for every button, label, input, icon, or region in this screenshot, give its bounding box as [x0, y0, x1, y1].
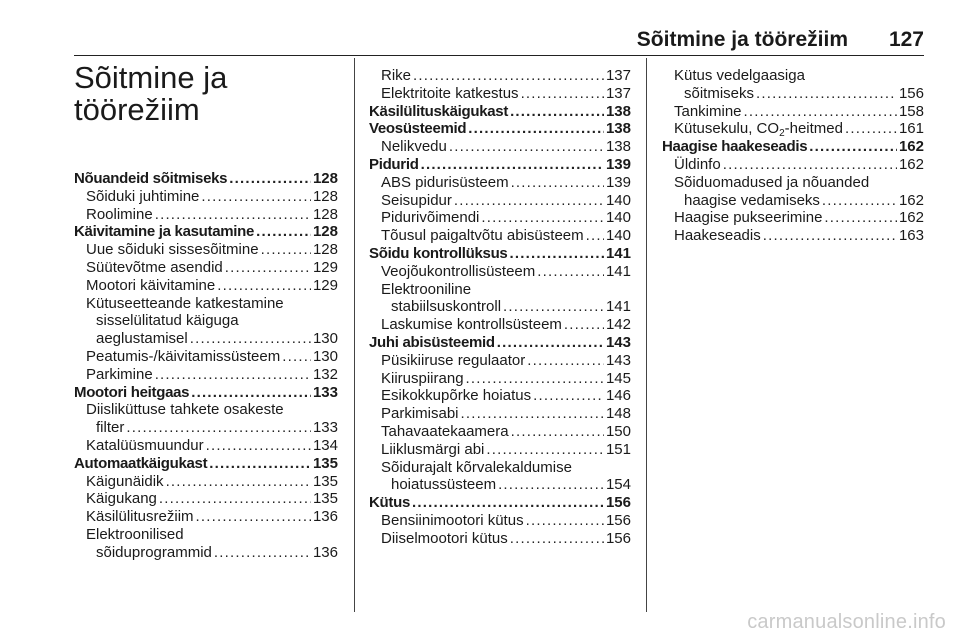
toc-entry-label-text: Elektritoite katkestus	[381, 84, 519, 102]
toc-entry-label-text: Haagise pukseerimine	[674, 209, 823, 227]
subscript: 2	[779, 128, 785, 140]
toc-entry-label	[96, 544, 212, 562]
dot-leader	[454, 192, 604, 210]
toc-entry-label-text: Sõidurajalt kõrvalekaldumise	[381, 458, 572, 476]
toc-entry[interactable]	[74, 206, 338, 224]
toc-entry-label-text: Kiiruspiirang	[381, 369, 464, 387]
toc-entry-label-text: Sõiduomadused ja nõuanded	[674, 173, 870, 191]
toc-entry[interactable]	[74, 437, 338, 455]
toc-entry-label	[674, 103, 742, 121]
dot-leader	[229, 170, 311, 188]
toc-entry-label	[684, 85, 754, 103]
dot-leader	[412, 494, 604, 512]
toc-page-number: 162	[898, 138, 924, 156]
toc-entry-label	[381, 174, 509, 192]
toc-section-entry[interactable]	[369, 103, 631, 121]
toc-page-number: 151	[605, 440, 631, 458]
dot-leader	[526, 512, 604, 530]
toc-entry-label	[86, 401, 284, 419]
toc-entry-label-text: Roolimine	[86, 205, 153, 223]
toc-page-number: 162	[898, 155, 924, 173]
toc-page-number: 133	[312, 419, 338, 437]
toc-entry[interactable]	[74, 490, 338, 508]
toc-page-number: 134	[312, 436, 338, 454]
toc-entry-label-text: Käivitamine ja kasutamine	[74, 223, 255, 241]
toc-entry-label-text: Käsilülituskäigukast	[369, 102, 509, 120]
toc-entry[interactable]	[662, 209, 924, 227]
column-divider-2	[646, 58, 647, 612]
toc-entry-label	[86, 437, 204, 455]
toc-section-entry[interactable]	[369, 245, 631, 263]
chapter-title	[74, 62, 344, 126]
toc-entry	[74, 295, 338, 313]
toc-page-number: 154	[605, 476, 631, 494]
toc-page-number: 161	[898, 120, 924, 138]
toc-page-number: 162	[898, 209, 924, 227]
toc-entry-label-text: Elektroonilised	[86, 525, 184, 543]
toc-entry-label	[86, 259, 223, 277]
toc-entry-label	[381, 352, 525, 370]
dot-leader	[466, 370, 604, 388]
toc-entry-label-text: Sõidu kontrollüksus	[369, 244, 508, 262]
toc-entry-label	[369, 120, 466, 138]
dot-leader	[201, 188, 311, 206]
toc-page-number: 140	[605, 209, 631, 227]
toc-entry-label-text: hoiatussüsteem	[391, 476, 497, 494]
toc-entry-label	[381, 227, 584, 245]
toc-page-number: 156	[898, 84, 924, 102]
dot-leader	[497, 334, 604, 352]
column-divider-1	[354, 58, 355, 612]
toc-entry[interactable]	[74, 544, 338, 562]
toc-entry[interactable]	[369, 174, 631, 192]
toc-entry[interactable]	[74, 348, 338, 366]
toc-entry-label-text: Elektrooniline	[381, 280, 472, 298]
toc-page-number: 138	[605, 120, 631, 138]
toc-entry-label-text: Haagise haakeseadis	[662, 138, 808, 156]
toc-entry[interactable]	[369, 476, 631, 494]
toc-page-number: 136	[312, 543, 338, 561]
toc-entry-label-text: Tankimine	[674, 102, 742, 120]
toc-entry[interactable]	[369, 298, 631, 316]
dot-leader	[413, 67, 604, 85]
dot-leader	[481, 209, 604, 227]
toc-entry[interactable]	[662, 85, 924, 103]
dot-leader	[527, 352, 604, 370]
toc-entry[interactable]	[369, 85, 631, 103]
toc-entry-label-text: Laskumise kontrollsüsteem	[381, 316, 562, 334]
toc-page-number: 142	[605, 316, 631, 334]
toc-page-number: 146	[605, 387, 631, 405]
toc-entry-label-text: Parkimisabi	[381, 405, 459, 423]
dot-leader	[521, 85, 604, 103]
dot-leader	[564, 316, 604, 334]
dot-leader	[511, 174, 604, 192]
toc-entry-label-text: stabiilsuskontroll	[391, 298, 502, 316]
toc-page-number: 130	[312, 347, 338, 365]
toc-page-number: 139	[605, 173, 631, 191]
toc-entry-label-text: Üldinfo	[674, 155, 721, 173]
toc-entry	[369, 459, 631, 477]
toc-entry-label	[684, 192, 820, 210]
dot-leader	[209, 455, 311, 473]
dot-leader	[126, 419, 311, 437]
toc-entry[interactable]	[369, 209, 631, 227]
toc-entry[interactable]	[369, 512, 631, 530]
toc-page-number: 129	[312, 258, 338, 276]
toc-entry-label-text: Nelikvedu	[381, 138, 447, 156]
toc-entry-label-text: Mootori käivitamine	[86, 276, 216, 294]
toc-page-number: 156	[605, 511, 631, 529]
toc-entry[interactable]	[74, 508, 338, 526]
toc-page-number: 133	[312, 383, 338, 401]
toc-section-entry[interactable]	[369, 120, 631, 138]
toc-entry-label	[74, 223, 254, 241]
toc-entry-label	[86, 348, 280, 366]
toc-entry-label	[86, 277, 215, 295]
toc-entry-label	[74, 384, 189, 402]
dot-leader	[214, 544, 311, 562]
dot-leader	[261, 241, 311, 259]
toc-entry-label-text: Rike	[381, 67, 412, 84]
dot-leader	[155, 366, 311, 384]
dot-leader	[468, 120, 604, 138]
toc-entry-label	[674, 174, 869, 192]
toc-entry-label-text: haagise vedamiseks	[684, 191, 820, 209]
toc-entry-label	[381, 370, 464, 388]
dot-leader	[763, 227, 897, 245]
toc-entry-label-text: Tõusul paigaltvõtu abisüsteem	[381, 227, 584, 245]
toc-entry[interactable]	[369, 67, 631, 85]
toc-entry[interactable]	[369, 530, 631, 548]
dot-leader	[824, 209, 897, 227]
toc-entry-label-text: sõitmiseks	[684, 84, 755, 102]
toc-entry[interactable]	[662, 120, 924, 138]
toc-entry-label	[96, 312, 239, 330]
toc-entry-label-text: Käsilülitusrežiim	[86, 508, 194, 526]
dot-leader	[206, 437, 311, 455]
toc-entry-label	[369, 156, 419, 174]
toc-entry-label	[369, 245, 507, 263]
toc-entry-label-text: Peatumis-/käivitamissüsteem	[86, 347, 281, 365]
toc-entry-label	[381, 530, 508, 548]
toc-entry-label-text: Tahavaatekaamera	[381, 422, 509, 440]
toc-entry-label	[674, 67, 805, 85]
toc-entry-label	[86, 490, 157, 508]
dot-leader	[191, 384, 311, 402]
dot-leader	[537, 263, 604, 281]
toc-section-entry[interactable]	[74, 384, 338, 402]
toc-section-entry[interactable]	[369, 334, 631, 352]
toc-entry-label-text: Püsikiiruse regulaator	[381, 351, 526, 369]
toc-entry-label	[381, 67, 411, 85]
dot-leader	[256, 223, 311, 241]
toc-page-number: 150	[605, 422, 631, 440]
toc-page-number: 130	[312, 330, 338, 348]
toc-entry[interactable]	[662, 227, 924, 245]
toc-column-3	[662, 67, 924, 245]
dot-leader	[421, 156, 604, 174]
toc-entry-label-text: Uue sõiduki sissesõitmine	[86, 241, 259, 259]
toc-entry-label	[369, 334, 495, 352]
toc-entry-label	[381, 263, 535, 281]
toc-entry-label-text: Kütusekulu, CO	[674, 120, 780, 138]
dot-leader	[744, 103, 897, 121]
toc-entry[interactable]	[662, 156, 924, 174]
toc-entry-label	[391, 476, 496, 494]
toc-entry-label-text: Nõuandeid sõitmiseks	[74, 170, 228, 187]
dot-leader	[756, 85, 897, 103]
toc-entry-label	[86, 206, 153, 224]
toc-section-entry[interactable]	[369, 156, 631, 174]
toc-page-number: 145	[605, 369, 631, 387]
toc-entry-label	[381, 405, 459, 423]
dot-leader	[190, 330, 311, 348]
toc-entry-label	[86, 526, 184, 544]
toc-page-number: 139	[605, 155, 631, 173]
dot-leader	[586, 227, 604, 245]
toc-section-entry[interactable]	[74, 170, 338, 188]
toc-entry[interactable]	[369, 370, 631, 388]
toc-entry[interactable]	[369, 138, 631, 156]
toc-entry-label-text: Süütevõtme asendid	[86, 258, 223, 276]
header-rule	[74, 55, 924, 56]
toc-column-1	[74, 170, 338, 562]
toc-page-number: 135	[312, 454, 338, 472]
toc-page-number: 143	[605, 351, 631, 369]
toc-entry-label-text: Kütus vedelgaasiga	[674, 67, 805, 84]
toc-entry-label	[674, 120, 843, 138]
toc-entry	[369, 281, 631, 299]
toc-entry[interactable]	[74, 277, 338, 295]
dot-leader	[533, 387, 604, 405]
toc-page-number: 137	[605, 67, 631, 84]
chapter-title-line-2: töörežiim	[74, 92, 200, 127]
running-header-title: Sõitmine ja töörežiim	[636, 28, 848, 51]
toc-entry[interactable]	[662, 192, 924, 210]
toc-entry-label-text: aeglustamisel	[96, 330, 188, 348]
dot-leader	[449, 138, 604, 156]
toc-entry-label	[86, 188, 199, 206]
toc-entry[interactable]	[74, 366, 338, 384]
toc-entry-label-text: ABS pidurisüsteem	[381, 173, 509, 191]
dot-leader	[510, 530, 604, 548]
toc-entry-label	[381, 441, 484, 459]
toc-page-number: 138	[605, 138, 631, 156]
dot-leader	[225, 259, 311, 277]
dot-leader	[159, 490, 311, 508]
toc-entry[interactable]	[369, 227, 631, 245]
page-header	[0, 0, 960, 50]
dot-leader	[510, 103, 604, 121]
toc-page-number: 148	[605, 405, 631, 423]
dot-leader	[511, 423, 604, 441]
dot-leader	[196, 508, 311, 526]
toc-entry[interactable]	[74, 419, 338, 437]
toc-page-number: 128	[312, 241, 338, 259]
toc-entry[interactable]	[369, 316, 631, 334]
toc-entry-label-text: Kütuseetteande katkestamine	[86, 294, 284, 312]
toc-section-entry[interactable]	[74, 223, 338, 241]
dot-leader	[217, 277, 311, 295]
toc-entry-label-text: Kütus	[369, 494, 410, 512]
toc-entry-label	[369, 494, 410, 512]
toc-entry-label-text: filter	[96, 419, 125, 437]
watermark: carmanualsonline.info	[747, 611, 946, 633]
toc-entry	[74, 401, 338, 419]
toc-entry-label-text: Pidurivõimendi	[381, 209, 480, 227]
toc-entry-label-text: Diisliküttuse tahkete osakeste	[86, 401, 284, 419]
toc-entry-label	[74, 455, 207, 473]
toc-page-number: 158	[898, 102, 924, 120]
toc-entry-label-text: Sõiduki juhtimine	[86, 187, 200, 205]
toc-entry	[74, 312, 338, 330]
toc-entry-label-text: Katalüüsmuundur	[86, 436, 204, 454]
dot-leader	[282, 348, 311, 366]
toc-section-entry[interactable]	[74, 455, 338, 473]
toc-entry[interactable]	[369, 263, 631, 281]
toc-entry[interactable]	[369, 352, 631, 370]
toc-section-entry[interactable]	[369, 494, 631, 512]
dot-leader	[166, 473, 311, 491]
toc-entry-label-text: Parkimine	[86, 365, 153, 383]
toc-entry[interactable]	[369, 441, 631, 459]
toc-entry-label	[674, 227, 761, 245]
toc-page-number: 135	[312, 490, 338, 508]
toc-entry-label	[86, 508, 194, 526]
toc-entry-label-text: Pidurid	[369, 155, 419, 173]
toc-page-number: 163	[898, 227, 924, 245]
toc-entry-label-text: Automaatkäigukast	[74, 454, 208, 472]
toc-entry[interactable]	[369, 387, 631, 405]
toc-entry-label	[96, 419, 124, 437]
dot-leader	[822, 192, 897, 210]
toc-entry-label	[381, 512, 524, 530]
toc-entry-label	[74, 170, 227, 188]
dot-leader	[503, 298, 604, 316]
toc-entry-label	[381, 85, 519, 103]
toc-page-number: 128	[312, 187, 338, 205]
toc-page-number: 141	[605, 298, 631, 316]
toc-page-number: 135	[312, 472, 338, 490]
chapter-title-line-1: Sõitmine ja	[74, 60, 228, 95]
toc-entry-label	[96, 330, 188, 348]
dot-leader	[723, 156, 897, 174]
toc-entry-label	[674, 209, 822, 227]
toc-page-number: 128	[312, 205, 338, 223]
toc-entry-label	[86, 366, 153, 384]
dot-leader	[509, 245, 603, 263]
toc-entry-label-text: sõiduprogrammid	[96, 543, 212, 561]
toc-entry	[74, 526, 338, 544]
dot-leader	[845, 120, 897, 138]
toc-entry-label	[86, 241, 259, 259]
toc-entry-label	[391, 298, 501, 316]
toc-entry-label	[381, 192, 452, 210]
toc-entry-label	[381, 459, 572, 477]
toc-page-number: 156	[605, 529, 631, 547]
toc-entry[interactable]	[74, 259, 338, 277]
toc-entry-label	[381, 423, 509, 441]
toc-page-number: 141	[605, 244, 631, 262]
toc-section-entry[interactable]	[662, 138, 924, 156]
toc-entry-label-text: Käigunäidik	[86, 472, 164, 490]
toc-page-number: 141	[605, 262, 631, 280]
toc-entry-label	[381, 281, 471, 299]
toc-entry-label	[86, 295, 284, 313]
toc-entry-label	[369, 103, 508, 121]
toc-entry-label-suffix: -heitmed	[784, 120, 843, 138]
toc-entry-label-text: Esikokkupõrke hoiatus	[381, 387, 532, 405]
toc-column-2	[369, 67, 631, 548]
toc-entry	[662, 174, 924, 192]
toc-page-number: 156	[605, 494, 631, 512]
toc-entry-label-text: Haakeseadis	[674, 227, 761, 245]
toc-entry[interactable]	[369, 192, 631, 210]
dot-leader	[809, 138, 897, 156]
toc-entry-label	[381, 387, 531, 405]
toc-page-number: 136	[312, 508, 338, 526]
toc-entry-label	[86, 473, 164, 491]
toc-page-number: 129	[312, 276, 338, 294]
dot-leader	[155, 206, 311, 224]
dot-leader	[461, 405, 604, 423]
toc-entry-label-text: Bensiinimootori kütus	[381, 511, 524, 529]
toc-entry-label-text: Seisupidur	[381, 191, 452, 209]
toc-entry-label	[662, 138, 807, 156]
toc-page-number: 140	[605, 191, 631, 209]
toc-page-number: 128	[312, 223, 338, 241]
toc-entry-label-text: Juhi abisüsteemid	[369, 333, 495, 351]
toc-entry-label	[381, 316, 562, 334]
dot-leader	[486, 441, 604, 459]
toc-entry[interactable]	[369, 423, 631, 441]
toc-entry[interactable]	[74, 473, 338, 491]
toc-entry	[662, 67, 924, 85]
toc-entry-label-text: Liiklusmärgi abi	[381, 440, 485, 458]
toc-page-number: 137	[605, 84, 631, 102]
toc-entry[interactable]	[369, 405, 631, 423]
toc-page-number: 128	[312, 170, 338, 187]
page-number: 127	[888, 28, 924, 51]
toc-page-number: 138	[605, 102, 631, 120]
dot-leader	[498, 476, 604, 494]
toc-page-number: 143	[605, 333, 631, 351]
toc-entry[interactable]	[662, 103, 924, 121]
toc-entry-label-text: Diiselmootori kütus	[381, 529, 508, 547]
toc-page-number: 140	[605, 227, 631, 245]
toc-page-number: 132	[312, 365, 338, 383]
toc-page-number: 162	[898, 191, 924, 209]
toc-entry[interactable]	[74, 188, 338, 206]
toc-entry-label-text: Mootori heitgaas	[74, 383, 190, 401]
toc-entry-label	[381, 138, 447, 156]
toc-entry-label-text: Veojõukontrollisüsteem	[381, 262, 536, 280]
toc-entry-label	[381, 209, 479, 227]
toc-entry-label-text: Veosüsteemid	[369, 120, 467, 138]
toc-entry[interactable]	[74, 330, 338, 348]
toc-entry-label	[674, 156, 721, 174]
toc-entry-label-text: sisselülitatud käiguga	[96, 312, 239, 330]
toc-entry-label-text: Käigukang	[86, 490, 157, 508]
toc-entry[interactable]	[74, 241, 338, 259]
